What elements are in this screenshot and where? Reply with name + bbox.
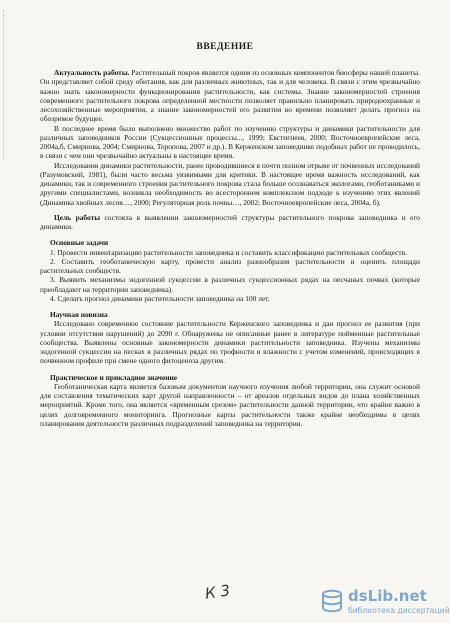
watermark-subtitle: библиотека диссертаций bbox=[348, 606, 450, 615]
goal-text: состояла в выявлении закономерностей структуры растительного покрова заповедника и его динамики. bbox=[40, 212, 420, 231]
scan-edge-mark bbox=[3, 10, 7, 160]
goal-paragraph bbox=[40, 213, 420, 232]
task-item: 3. Выявить механизмы эндогенной сукцессии в различных сукцессионных рядах на песчаных почвах (которые преобладают на территории заповедника). bbox=[40, 275, 420, 294]
practical-paragraph: Геоботаническая карта является базовым документом научного изучения любой территории, она служит основой для составления тематических карт другой направленности – от ареалов отдельных видов до плана хозяйственных мероприятий. Кроме того, она является «временным срезом» растительности данной территории, что крайне важно в целях долговременного мониторинга. Прогнозные карты растительности также крайне необходимы в целях планирования деятельности различных подразделений заповедника на территории. bbox=[40, 381, 420, 428]
task-item: 1. Провести инвентаризацию растительности заповедника и составить классификацию растительных сообществ. bbox=[50, 247, 407, 257]
goal-label: Цель работы bbox=[54, 212, 100, 222]
relevance-paragraph bbox=[40, 68, 420, 124]
watermark-brand: dsLib.net bbox=[348, 587, 427, 605]
handwritten-page-mark: К 3 bbox=[203, 581, 232, 603]
novelty-heading: Научная новизна bbox=[50, 310, 108, 319]
page-title: ВВЕДЕНИЕ bbox=[196, 42, 254, 52]
relevance-text: Растительный покров является одним из основных компонентов биосферы нашей планеты. Он представляет собой среду обитания, как для различных животных, так и для человека. В связи с этим чрезвычайно важно знать закономерности функционирования растительности, как системы. Знание закономерностей строения современного растительного покрова определенной местности позволяет правильно планировать природоохранные и лесохозяйственные мероприятия, а знание закономерностей его развития во времени позволяет делать прогноз на обозримое будущее. bbox=[40, 68, 420, 124]
relevance-label: Актуальность работы. bbox=[54, 68, 130, 77]
dslib-watermark[interactable] bbox=[320, 587, 450, 619]
recent-works-paragraph: В последнее время было выполнено множество работ по изучению структуры и динамики растительности для различных заповедников России (Сукцессионные процессы..., 1999; Евстигнеев, 2000; Восточноевропейские леса, 2004а,б, Смирнова, 2004; Смирнова, Торопова, 2007 и др.). В Керженском заповеднике подобных работ не проводилось, в связи с чем они чрезвычайно актуальны в настоящее время. bbox=[40, 123, 420, 161]
database-icon bbox=[320, 589, 344, 613]
novelty-paragraph: Исследовано современное состояние растительности Керженского заповедника и дан прогноз ее развития (при условии отсутствия нарушений) до 2090 г. Обнаружены не описанные ранее в литературе пойменные растительные сообщества. Выявлены основные закономерности динамики растительности заповедника. Изучены механизмы эндогенной сукцессии на песках в различных рядах по трофности и влажности с учетом изменений, происходящих в почвенном профиле при смене одного фитоценоза другим. bbox=[40, 319, 420, 366]
tasks-heading: Основные задачи bbox=[50, 238, 109, 248]
document-body bbox=[40, 68, 420, 428]
task-item: 2. Составить геоботаническую карту, провести анализ разнообразия растительности и оценить площади растительных сообществ. bbox=[40, 256, 420, 275]
dynamics-paragraph: Исследования динамики растительности, ранее проводившиеся в почти полном отрыве от почвенных исследований (Разумовский, 1981), были часто весьма уязвимыми для критики. В настоящее время важность исследований, как динамики, так и современного строения растительного покрова стала больше осознаваться экологами, геоботаниками и другими специалистами, возникла необходимость во всестороннем комплексном подходе к изучению этих явлений (Динамика хвойных лесов…, 2000; Регуляторная роль почвы…, 2002; Восточноевропейские леса, 2004а, б). bbox=[40, 160, 420, 207]
practical-heading: Практическое и прикладное значение bbox=[50, 372, 178, 382]
task-item: 4. Сделать прогноз динамики растительности заповедника на 100 лет. bbox=[50, 293, 270, 303]
